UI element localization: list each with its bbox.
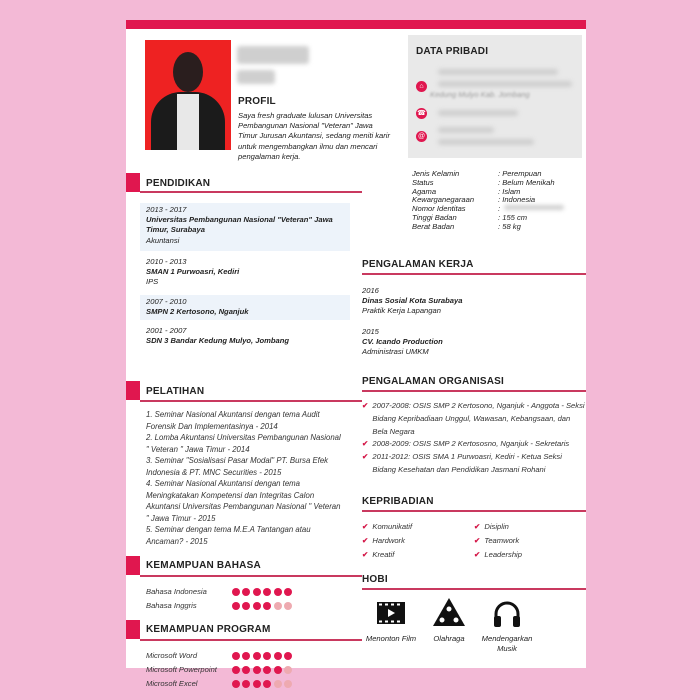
skill-row bbox=[146, 649, 294, 663]
hobby-label: Mendengarkan Musik bbox=[481, 634, 533, 654]
training-item: 3. Seminar "Sosialisasi Pasar Modal" PT. Bursa Efek Indonesia & PT. MNC Securities - 2015 bbox=[146, 456, 329, 477]
detail-label: Tinggi Badan bbox=[412, 212, 457, 222]
divider bbox=[140, 400, 362, 402]
program-list bbox=[146, 649, 294, 691]
detail-value: : Belum Menikah bbox=[498, 177, 555, 187]
detail-value: : bbox=[498, 204, 501, 214]
id-redacted bbox=[504, 205, 564, 210]
rating-dot-filled bbox=[242, 602, 250, 610]
personality-item: ✔ Teamwork bbox=[474, 536, 520, 545]
rating-dot-filled bbox=[253, 666, 261, 674]
work-heading: PENGALAMAN KERJA bbox=[362, 259, 474, 270]
rating-dot-filled bbox=[232, 652, 240, 660]
home-icon: ⌂ bbox=[416, 81, 427, 92]
skill-name: Bahasa Indonesia bbox=[146, 586, 207, 596]
rating-dot-filled bbox=[274, 666, 282, 674]
rating-dot-filled bbox=[253, 588, 261, 596]
rating-dot-filled bbox=[232, 602, 240, 610]
rating-dot-filled bbox=[253, 680, 261, 688]
skill-rating bbox=[232, 665, 294, 675]
personality-list bbox=[362, 520, 586, 562]
headphones-icon bbox=[492, 600, 522, 633]
education-heading: PENDIDIKAN bbox=[146, 178, 211, 189]
rating-dot-empty bbox=[284, 602, 292, 610]
work-item: 2016 Dinas Sosial Kota Surabaya Praktik Kerja Lapangan bbox=[362, 286, 463, 316]
top-accent-bar bbox=[126, 20, 586, 29]
training-item: 1. Seminar Nasional Akuntansi dengan tema Audit Forensik Dan Implementasinya - 2014 bbox=[146, 410, 320, 431]
phone-redacted bbox=[438, 110, 518, 116]
detail-value: : Indonesia bbox=[498, 195, 536, 205]
rating-dot-filled bbox=[274, 652, 282, 660]
rating-dot-filled bbox=[253, 652, 261, 660]
divider bbox=[140, 575, 362, 577]
personal-heading: DATA PRIBADI bbox=[416, 46, 489, 57]
phone-icon: ☎ bbox=[417, 110, 426, 117]
education-item: 2007 - 2010 SMPN 2 Kertosono, Nganjuk bbox=[140, 295, 350, 320]
check-icon: ✔ bbox=[362, 452, 369, 462]
rating-dot-filled bbox=[232, 680, 240, 688]
organization-heading: PENGALAMAN ORGANISASI bbox=[362, 376, 504, 387]
rating-dot-filled bbox=[242, 652, 250, 660]
section-marker bbox=[126, 381, 140, 400]
detail-value: : Perempuan bbox=[498, 169, 542, 178]
detail-value: : Islam bbox=[498, 186, 521, 196]
organization-item: ✔ 2011-2012: OSIS SMA 1 Purwoasri, Kediri - Ketua Seksi Bidang Kesehatan dan Pendidikan Jasmani Rohani bbox=[362, 451, 586, 477]
rating-dot-filled bbox=[263, 652, 271, 660]
skill-name: Microsoft Powerpoint bbox=[146, 664, 217, 674]
detail-value: : 155 cm bbox=[498, 212, 528, 222]
email-icon: @ bbox=[417, 133, 426, 140]
organization-list bbox=[362, 400, 586, 477]
address-redacted bbox=[438, 81, 572, 87]
rating-dot-filled bbox=[242, 666, 250, 674]
email-redacted bbox=[438, 139, 534, 145]
skill-row bbox=[146, 599, 294, 613]
skill-row bbox=[146, 677, 294, 691]
rating-dot-filled bbox=[284, 588, 292, 596]
education-item: 2013 - 2017 Universitas Pembangunan Nasional "Veteran" Jawa Timur, Surabaya Akuntansi bbox=[140, 203, 350, 251]
skill-rating bbox=[232, 679, 294, 689]
detail-label: Nomor Identitas bbox=[412, 204, 466, 214]
skill-row bbox=[146, 585, 294, 599]
rating-dot-filled bbox=[284, 652, 292, 660]
detail-label: Status bbox=[412, 177, 434, 187]
divider bbox=[140, 639, 362, 641]
training-item: 5. Seminar dengan tema M.E.A Tantangan atau Ancaman? - 2015 bbox=[146, 525, 311, 546]
education-item: 2010 - 2013 SMAN 1 Purwoasri, Kediri IPS bbox=[146, 257, 240, 287]
training-heading: PELATIHAN bbox=[146, 386, 205, 397]
subtitle-redacted bbox=[237, 70, 275, 84]
rating-dot-filled bbox=[263, 666, 271, 674]
training-item: 4. Seminar Nasional Akuntansi dengan tema Meningkatakan Kompetensi dan Integritas Calon Akuntansi Universitas Pembangunan Nasional " Veteran " Jawa Timur - 2015 bbox=[146, 479, 341, 523]
personality-heading: KEPRIBADIAN bbox=[362, 496, 434, 507]
skill-rating bbox=[232, 587, 294, 597]
hobby-label: Olahraga bbox=[433, 634, 465, 643]
rating-dot-empty bbox=[274, 602, 282, 610]
programs-heading: KEMAMPUAN PROGRAM bbox=[146, 624, 271, 635]
profile-text: Saya fresh graduate lulusan Universitas Pembangunan Nasional "Veteran" Jawa Timur Jurusan Akuntansi, sedang meniti karir untuk mengembangkan ilmu dan mencari pengalaman kerja. bbox=[238, 111, 391, 161]
work-item: 2015 CV. Icando Production Administrasi UMKM bbox=[362, 327, 443, 357]
detail-label: Berat Badan bbox=[412, 221, 455, 231]
rating-dot-filled bbox=[263, 602, 271, 610]
profile-heading: PROFIL bbox=[238, 96, 276, 107]
hobbies-heading: HOBI bbox=[362, 574, 388, 585]
check-icon: ✔ bbox=[362, 401, 369, 410]
organization-item: ✔ 2007-2008: OSIS SMP 2 Kertosono, Nganjuk - Anggota - Seksi Bidang Kepribadiaan Unggul, Wawasan, Kebangsaan, dan Bela Negara bbox=[362, 400, 586, 438]
languages-heading: KEMAMPUAN BAHASA bbox=[146, 560, 261, 571]
training-list bbox=[146, 409, 342, 547]
detail-label: Kewarganegaraan bbox=[412, 195, 475, 205]
personality-item: ✔ Kreatif bbox=[362, 550, 395, 559]
divider bbox=[362, 273, 586, 275]
divider bbox=[362, 510, 586, 512]
language-list bbox=[146, 585, 294, 613]
skill-name: Microsoft Excel bbox=[146, 678, 198, 688]
film-icon bbox=[377, 602, 405, 629]
training-item: 2. Lomba Akuntansi Universitas Pembangunan Nasional " Veteran " Jawa Timur - 2014 bbox=[146, 433, 341, 454]
profile-photo bbox=[145, 40, 231, 150]
divider bbox=[362, 588, 586, 590]
rating-dot-filled bbox=[242, 588, 250, 596]
section-marker bbox=[126, 173, 140, 192]
organization-item: ✔ 2008-2009: OSIS SMP 2 Kertososno, Nganjuk - Sekretaris bbox=[362, 438, 586, 451]
rating-dot-filled bbox=[242, 680, 250, 688]
email-redacted bbox=[438, 127, 494, 133]
rating-dot-filled bbox=[232, 588, 240, 596]
skill-rating bbox=[232, 601, 294, 611]
detail-value: : 58 kg bbox=[498, 221, 521, 231]
rating-dot-filled bbox=[232, 666, 240, 674]
resume-page bbox=[126, 20, 586, 688]
personality-item: ✔ Leadership bbox=[474, 550, 522, 559]
personality-item: ✔ Disiplin bbox=[474, 522, 509, 531]
divider bbox=[362, 390, 586, 392]
detail-row bbox=[412, 223, 564, 232]
skill-row bbox=[146, 663, 294, 677]
rating-dot-empty bbox=[274, 680, 282, 688]
section-marker bbox=[126, 620, 140, 639]
rating-dot-filled bbox=[263, 588, 271, 596]
detail-label: Jenis Kelamin bbox=[412, 169, 460, 178]
personality-item: ✔ Hardwork bbox=[362, 536, 405, 545]
rating-dot-filled bbox=[263, 680, 271, 688]
check-icon: ✔ bbox=[362, 439, 369, 449]
personal-details bbox=[412, 170, 564, 232]
rating-dot-empty bbox=[284, 666, 292, 674]
rating-dot-empty bbox=[284, 680, 292, 688]
detail-label: Agama bbox=[412, 186, 437, 196]
divider bbox=[140, 191, 362, 193]
skill-name: Microsoft Word bbox=[146, 650, 198, 660]
rating-dot-filled bbox=[253, 602, 261, 610]
address-tail: Kedung Mulyo Kab. Jombang bbox=[430, 90, 530, 99]
sports-icon bbox=[433, 598, 465, 631]
name-redacted bbox=[237, 46, 309, 64]
personality-item: ✔ Komunikatif bbox=[362, 522, 413, 531]
section-marker bbox=[126, 556, 140, 575]
hobby-label: Menonton Film bbox=[365, 634, 417, 643]
education-item: 2001 - 2007 SDN 3 Bandar Kedung Mulyo, Jombang bbox=[146, 326, 290, 346]
rating-dot-filled bbox=[274, 588, 282, 596]
skill-name: Bahasa Inggris bbox=[146, 600, 197, 610]
skill-rating bbox=[232, 651, 294, 661]
address-redacted bbox=[438, 69, 558, 75]
personal-data-box bbox=[408, 35, 582, 158]
